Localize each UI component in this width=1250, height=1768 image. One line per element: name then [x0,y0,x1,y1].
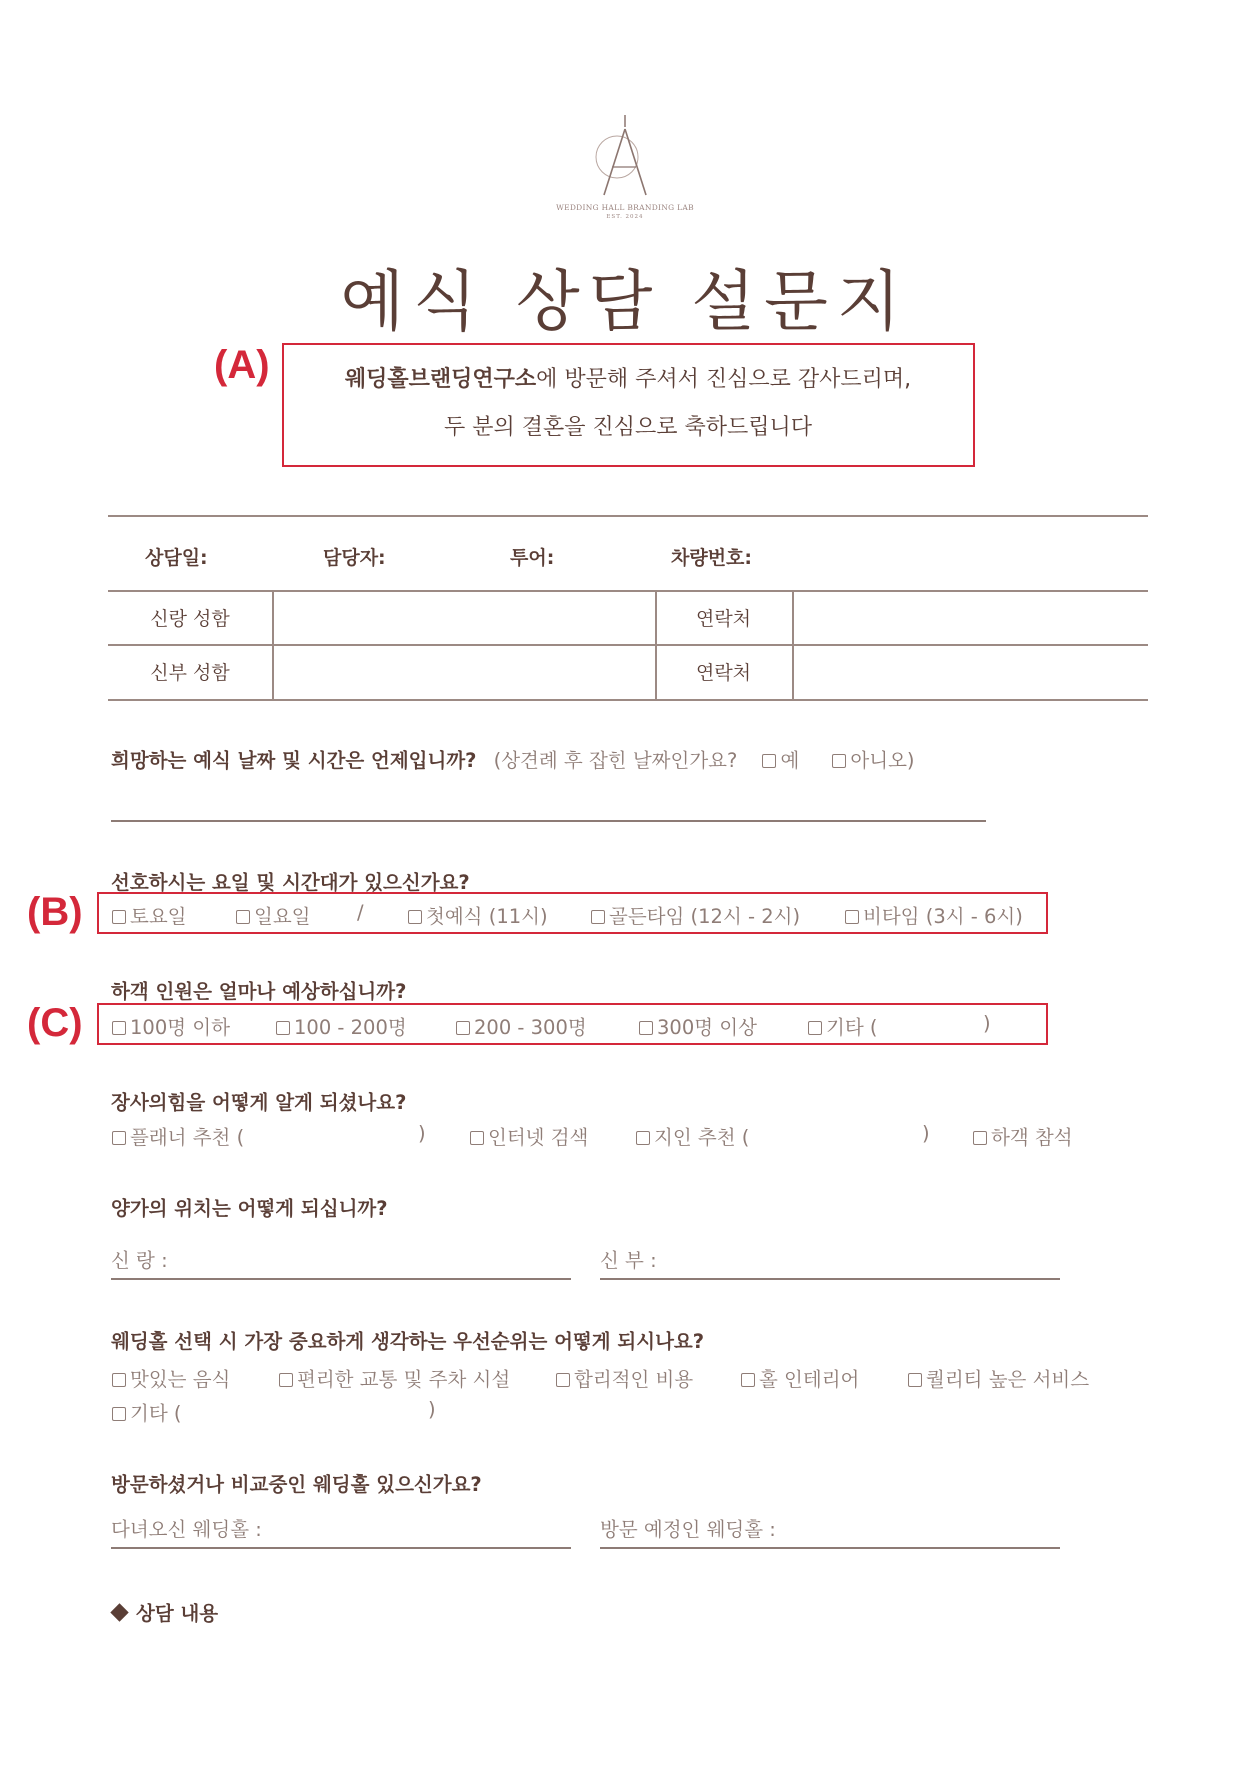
checkbox-icon[interactable] [639,1021,653,1035]
intro-line-1 [283,362,973,393]
q3-option-200-300[interactable]: 200 - 300명 [456,1012,587,1040]
checkbox-icon[interactable] [845,910,859,924]
q4-option-guest[interactable]: 하객 참석 [973,1122,1073,1150]
checkbox-icon[interactable] [470,1131,484,1145]
q3-question: 하객 인원은 얼마나 예상하십니까? [111,980,407,1003]
q7-planned-label: 방문 예정인 웨딩홀 : [600,1518,776,1541]
checkbox-icon[interactable] [908,1373,922,1387]
q4-option-internet[interactable]: 인터넷 검색 [470,1122,588,1150]
intro-brand: 웨딩홀브랜딩연구소 [344,367,537,392]
q5-bride-line[interactable] [600,1278,1060,1280]
marker-b: (B) [27,890,83,934]
checkbox-icon[interactable] [973,1131,987,1145]
divider [108,515,1148,517]
q3-option-under-100[interactable]: 100명 이하 [112,1012,230,1040]
q3-other-close: ) [983,1012,991,1035]
checkbox-icon[interactable] [112,1131,126,1145]
q7-visited-label: 다녀오신 웨딩홀 : [111,1518,262,1541]
checkbox-icon[interactable] [832,754,846,768]
q1-row [111,745,915,773]
q5-bride-label: 신 부 : [600,1249,657,1272]
q4-option-planner[interactable]: 플래너 추천 ( [112,1122,244,1150]
table-border-bottom [108,699,1148,701]
intro-line-2: 두 분의 결혼을 진심으로 축하드립니다 [443,415,812,440]
q2-option-saturday[interactable]: 토요일 [112,901,187,929]
q6-option-other[interactable]: 기타 ( [112,1398,181,1426]
tour-label: 투어: [510,547,555,569]
q2-option-sunday[interactable]: 일요일 [236,901,311,929]
checkbox-icon[interactable] [279,1373,293,1387]
q3-option-100-200[interactable]: 100 - 200명 [276,1012,407,1040]
groom-contact-label: 연락처 [695,608,752,630]
q3-option-other[interactable]: 기타 ( [808,1012,877,1040]
consult-date-label: 상담일: [145,547,208,569]
bride-name-field[interactable] [274,646,654,698]
q5-groom-label: 신 랑 : [111,1249,168,1272]
diamond-icon [110,1603,128,1621]
checkbox-icon[interactable] [808,1021,822,1035]
q4-option-referral[interactable]: 지인 추천 ( [636,1122,749,1150]
logo-est: EST. 2024 [606,214,644,220]
q1-question: 희망하는 예식 날짜 및 시간은 언제입니까? [111,749,477,772]
q4-question: 장사의힘을 어떻게 알게 되셨나요? [111,1091,407,1114]
checkbox-icon[interactable] [276,1021,290,1035]
q1-option-no[interactable]: 아니오) [832,749,914,772]
checkbox-icon[interactable] [591,910,605,924]
q2-option-off-peak[interactable]: 비타임 (3시 - 6시) [845,901,1023,929]
q5-question: 양가의 위치는 어떻게 되십니까? [111,1197,388,1220]
q4-referral-close: ) [922,1122,930,1145]
checkbox-icon[interactable] [236,910,250,924]
checkbox-icon[interactable] [636,1131,650,1145]
q3-option-over-300[interactable]: 300명 이상 [639,1012,757,1040]
checkbox-icon[interactable] [112,1373,126,1387]
q1-option-yes[interactable]: 예 [762,749,799,772]
groom-contact-field[interactable] [794,592,1146,643]
checkbox-icon[interactable] [112,910,126,924]
q7-question: 방문하셨거나 비교중인 웨딩홀 있으신가요? [111,1473,482,1496]
page-title: 예식 상담 설문지 [340,263,910,340]
q6-other-close: ) [428,1398,436,1421]
q1-sub: (상견례 후 잡힌 날짜인가요? [493,749,738,772]
consult-heading-label: 상담 내용 [136,1602,219,1625]
consult-heading [113,1598,218,1626]
checkbox-icon[interactable] [741,1373,755,1387]
bride-contact-label: 연락처 [695,662,752,684]
q6-option-cost[interactable]: 합리적인 비용 [556,1364,693,1392]
q6-option-food[interactable]: 맛있는 음식 [112,1364,230,1392]
q6-option-interior[interactable]: 홀 인테리어 [741,1364,859,1392]
q6-option-service[interactable]: 퀄리티 높은 서비스 [908,1364,1089,1392]
bride-contact-field[interactable] [794,646,1146,698]
checkbox-icon[interactable] [112,1407,126,1421]
q7-planned-line[interactable] [600,1547,1060,1549]
car-number-label: 차량번호: [671,547,753,569]
q1-answer-line[interactable] [111,820,986,822]
intro-line-1-rest: 에 방문해 주셔서 진심으로 감사드리며, [536,367,912,392]
staff-label: 담당자: [323,547,386,569]
checkbox-icon[interactable] [112,1021,126,1035]
checkbox-icon[interactable] [408,910,422,924]
q7-visited-line[interactable] [111,1547,571,1549]
marker-c: (C) [27,1001,83,1045]
logo-text: WEDDING HALL BRANDING LAB [556,203,694,212]
q2-option-first[interactable]: 첫예식 (11시) [408,901,548,929]
q6-option-transport[interactable]: 편리한 교통 및 주차 시설 [279,1364,510,1392]
checkbox-icon[interactable] [762,754,776,768]
q2-question: 선호하시는 요일 및 시간대가 있으신가요? [111,871,470,894]
q5-groom-line[interactable] [111,1278,571,1280]
groom-name-field[interactable] [274,592,654,643]
q6-question: 웨딩홀 선택 시 가장 중요하게 생각하는 우선순위는 어떻게 되시나요? [111,1330,705,1353]
checkbox-icon[interactable] [456,1021,470,1035]
marker-a: (A) [214,343,270,387]
bride-name-label: 신부 성함 [150,662,230,684]
q2-separator: / [357,901,364,924]
checkbox-icon[interactable] [556,1373,570,1387]
q4-planner-close: ) [418,1122,426,1145]
q2-option-golden[interactable]: 골든타임 (12시 - 2시) [591,901,800,929]
groom-name-label: 신랑 성함 [150,608,230,630]
